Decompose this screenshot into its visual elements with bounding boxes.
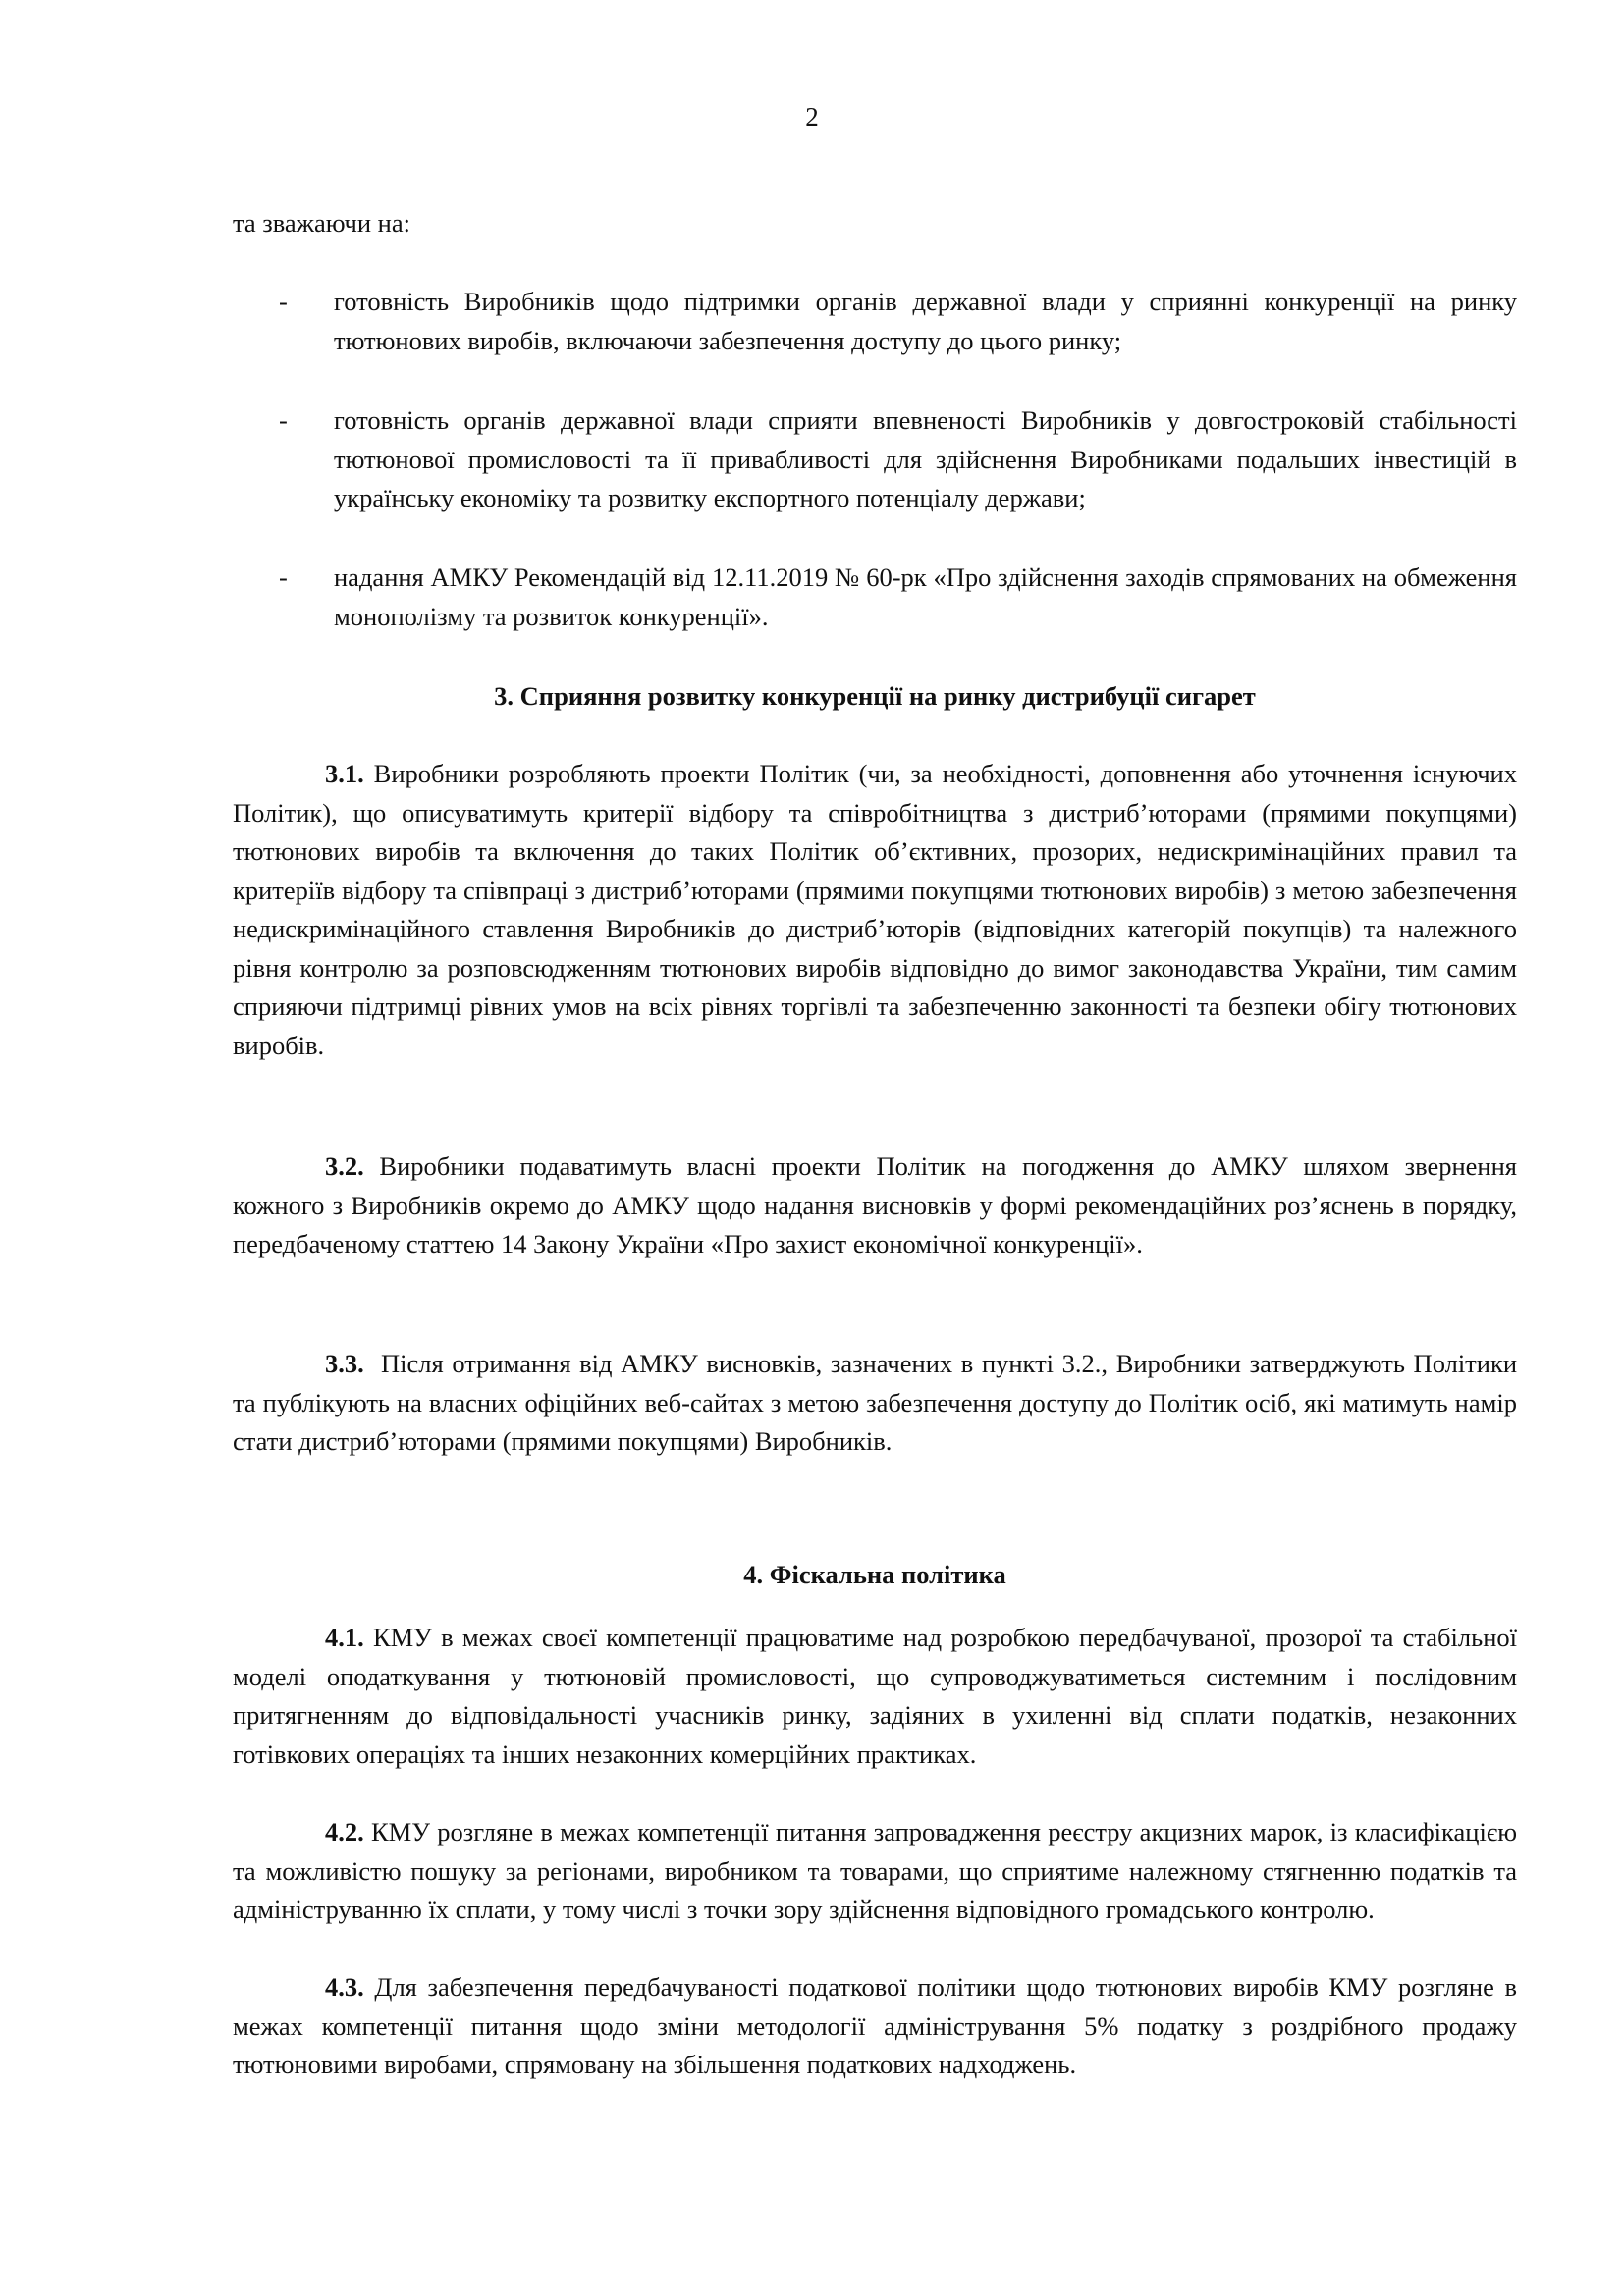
bullet-dash: -	[279, 287, 288, 316]
paragraph-3-3	[233, 1345, 1524, 1462]
paragraph-text: Виробники розробляють проекти Політик (чи, за необхідності, доповнення або уточнення існуючих Політик), що описуватимуть критерії відбору та співробітництва з дистриб’юторами (прямими покупцями) тютюнових виробів та включення до таких Політик об’єктивних, прозорих, недискримінаційних правил та критеріїв відбору та співпраці з дистриб’юторами (прямими покупцями тютюнових виробів) з метою забезпечення недискримінаційного ставлення Виробників до дистриб’юторів (відповідних категорій покупців) та належного рівня контролю за розповсюдженням тютюнових виробів відповідно до вимог законодавства України, тим самим сприяючи підтримці рівних умов на всіх рівнях торгівлі та забезпеченню законності та безпеки обігу тютюнових виробів.	[233, 759, 1517, 1060]
paragraph-text: КМУ розгляне в межах компетенції питання запровадження реєстру акцизних марок, із класифікацією та можливістю пошуку за регіонами, виробником та товарами, що сприятиме належному стягненню податків та адмініструванню їх сплати, у тому числі з точки зору здійснення відповідного громадського контролю.	[233, 1817, 1517, 1924]
section-heading-3: 3. Сприяння розвитку конкуренції на ринку дистрибуції сигарет	[494, 681, 1256, 711]
page-number: 2	[805, 102, 819, 132]
bullet-text: готовність Виробників щодо підтримки органів державної влади у сприянні конкуренції на ринку тютюнових виробів, включаючи забезпечення доступу до цього ринку;	[334, 287, 1517, 355]
paragraph-4-2	[233, 1813, 1517, 1930]
paragraph-number: 4.3.	[325, 1972, 364, 2002]
bullet-dash: -	[279, 562, 288, 592]
paragraph-number: 4.1.	[325, 1623, 364, 1652]
paragraph-number: 3.3.	[325, 1349, 364, 1378]
bullet-item	[233, 283, 1517, 360]
paragraph-text: Виробники подаватимуть власні проекти Політик на погодження до АМКУ шляхом звернення кожного з Виробників окремо до АМКУ щодо надання висновків у формі рекомендаційних роз’яснень в порядку, передбаченому статтею 14 Закону України «Про захист економічної конкуренції».	[233, 1151, 1517, 1258]
paragraph-number: 4.2.	[325, 1817, 364, 1846]
paragraph-number: 3.2.	[325, 1151, 364, 1181]
paragraph-number: 3.1.	[325, 759, 364, 788]
paragraph-text: Для забезпечення передбачуваності податкової політики щодо тютюнових виробів КМУ розгляне в межах компетенції питання щодо зміни методології адміністрування 5% податку з роздрібного продажу тютюновими виробами, спрямовану на збільшення податкових надходжень.	[233, 1972, 1517, 2079]
section-heading-4: 4. Фіскальна політика	[743, 1560, 1006, 1589]
bullet-item	[233, 401, 1517, 518]
bullet-item	[233, 559, 1517, 636]
paragraph-3-1	[233, 755, 1517, 1065]
paragraph-text: КМУ в межах своєї компетенції працюватиме над розробкою передбачуваної, прозорої та стабільної моделі оподаткування у тютюновій промисловості, що супроводжуватиметься системним і послідовним притягненням до відповідальності учасників ринку, задіяних в ухиленні від сплати податків, незаконних готівкових операціях та інших незаконних комерційних практиках.	[233, 1623, 1517, 1769]
paragraph-3-2	[233, 1148, 1517, 1264]
bullet-dash: -	[279, 405, 288, 435]
bullet-text: готовність органів державної влади сприяти впевненості Виробників у довгостроковій стабільності тютюнової промисловості та її привабливості для здійснення Виробниками подальших інвестицій в українську економіку та розвитку експортного потенціалу держави;	[334, 405, 1517, 512]
bullet-text: надання АМКУ Рекомендацій від 12.11.2019 № 60-рк «Про здійснення заходів спрямованих на обмеження монополізму та розвиток конкуренції».	[334, 562, 1517, 631]
paragraph-text: Після отримання від АМКУ висновків, зазначених в пункті 3.2., Виробники затверджують Політики та публікують на власних офіційних веб-сайтах з метою забезпечення доступу до Політик осіб, які матимуть намір стати дистриб’юторами (прямими покупцями) Виробників.	[233, 1349, 1524, 1456]
paragraph-4-1	[233, 1619, 1517, 1774]
intro-text: та зважаючи на:	[233, 208, 410, 238]
paragraph-4-3	[233, 1968, 1517, 2085]
